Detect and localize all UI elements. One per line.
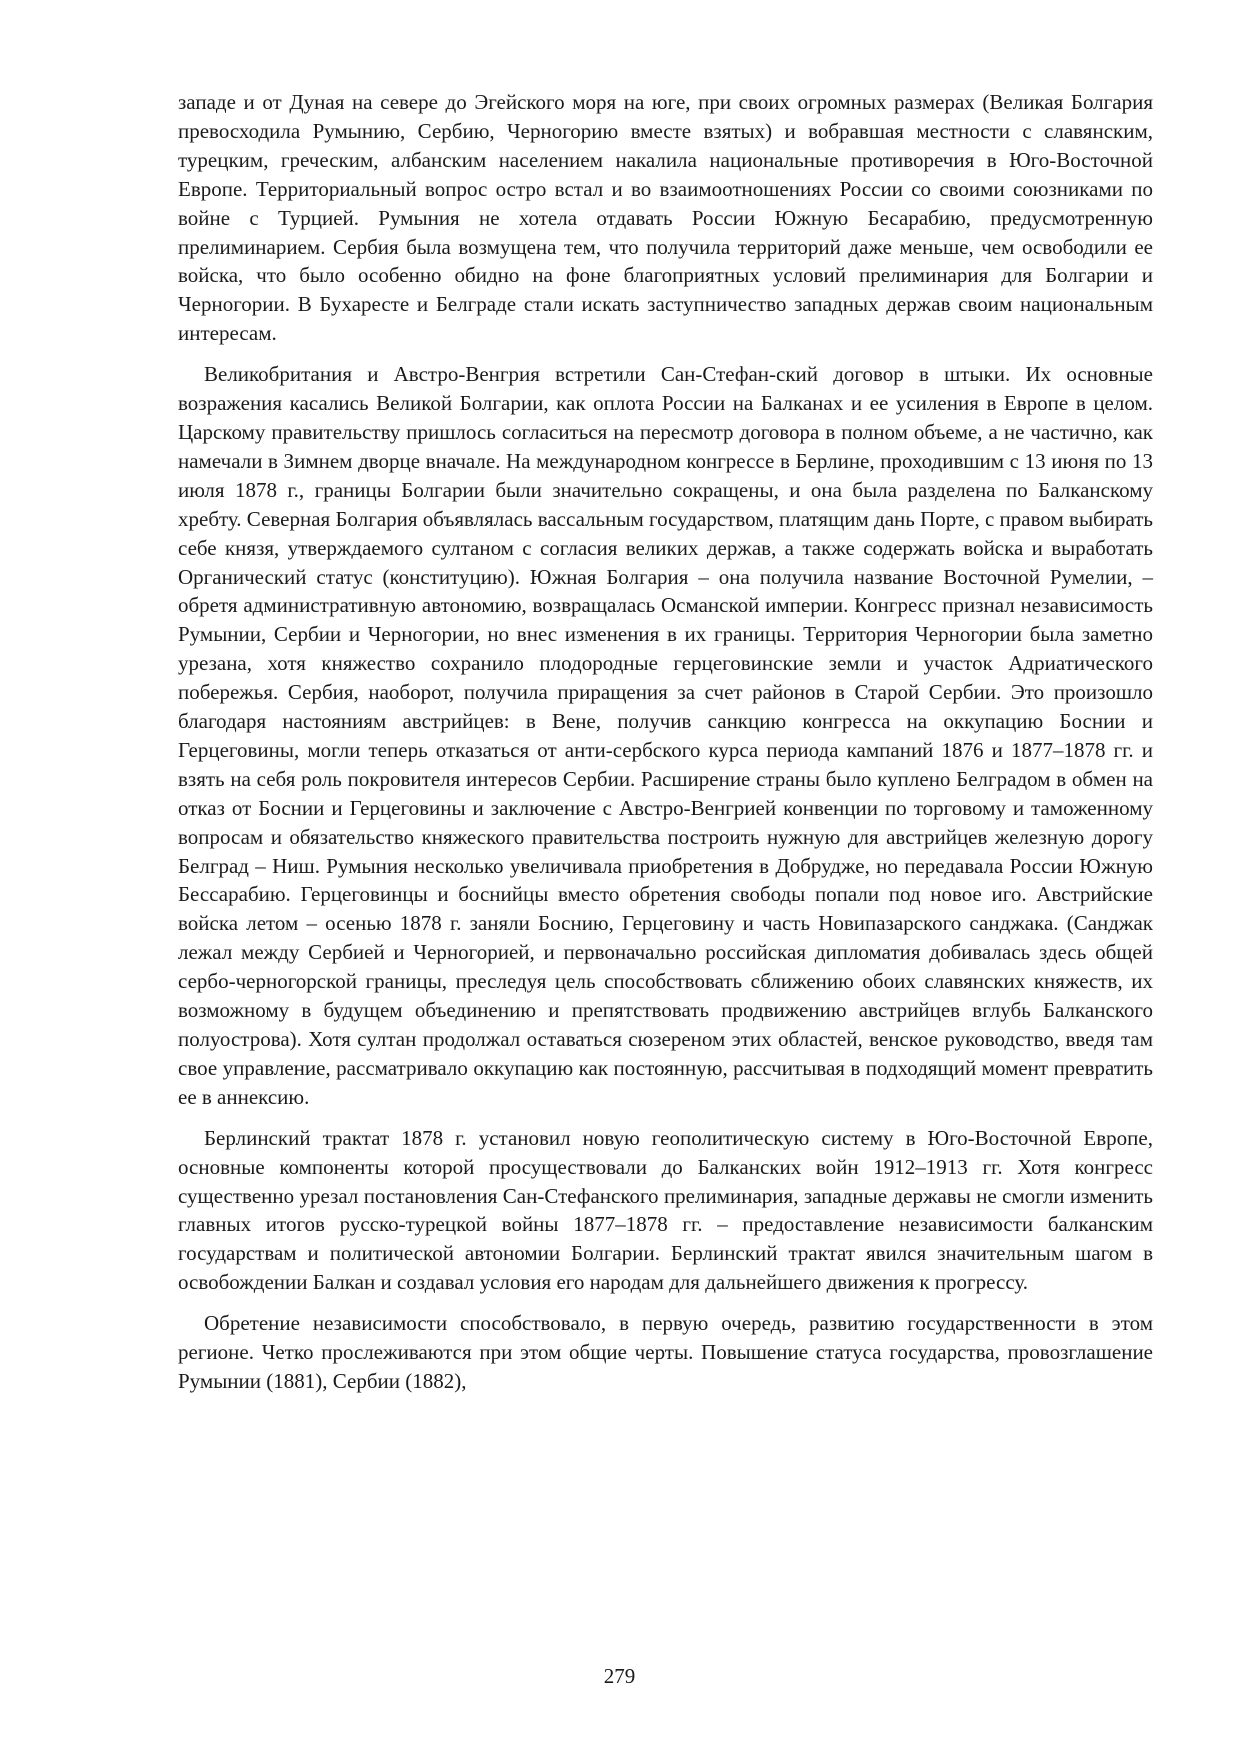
paragraph-3: Берлинский трактат 1878 г. установил новую геополитическую систему в Юго-Восточной Европе, основные компоненты которой просуществовали до Балканских войн 1912–1913 гг. Хотя конгресс существенно урезал постановления Сан-Стефанского прелиминария, западные державы не смогли изменить главных итогов русско-турецкой войны 1877–1878 гг. – предоставление независимости балканским государствам и политической автономии Болгарии. Берлинский трактат явился значительным шагом в освобождении Балкан и создавал условия его народам для дальнейшего движения к прогрессу. — [178, 1125, 1153, 1295]
paragraph-2: Великобритания и Австро-Венгрия встретили Сан-Стефан-ский договор в штыки. Их основные возражения касались Великой Болгарии, как оплота России на Балканах и ее усиления в Европе в целом. Царскому правительству пришлось согласиться на пересмотр договора в полном объеме, а не частично, как намечали в Зимнем дворце вначале. На международном конгрессе в Берлине, проходившим с 13 июня по 13 июля 1878 г., границы Болгарии были значительно сокращены, и она была разделена по Балканскому хребту. Северная Болгария объявлялась вассальным государством, платящим дань Порте, с правом выбирать себе князя, утверждаемого султаном с согласия великих держав, а также содержать войска и выработать Органический статус (конституцию). Южная Болгария – она получила название Восточной Румелии, – обретя административную автономию, возвращалась Османской империи. Конгресс признал независимость Румынии, Сербии и Черногории, но внес изменения в их границы. Территория Черногории была заметно урезана, хотя княжество сохранило плодородные герцеговинские земли и участок Адриатического побережья. Сербия, наоборот, получила приращения за счет районов в Старой Сербии. Это произошло благодаря настояниям австрийцев: в Вене, получив санкцию конгресса на оккупацию Боснии и Герцеговины, могли теперь отказаться от анти-сербского курса периода кампаний 1876 и 1877–1878 гг. и взять на себя роль покровителя интересов Сербии. Расширение страны было куплено Белградом в обмен на отказ от Боснии и Герцеговины и заключение с Австро-Венгрией конвенции по торговому и таможенному вопросам и обязательство княжеского правительства построить нужную для австрийцев железную дорогу Белград – Ниш. Румыния несколько увеличивала приобретения в Добрудже, но передавала России Южную Бессарабию. Герцеговинцы и боснийцы вместо обретения свободы попали под новое иго. Австрийские войска летом – осенью 1878 г. заняли Боснию, Герцеговину и часть Новипазарского санджака. (Санджак лежал между Сербией и Черногорией, и первоначально российская дипломатия добивалась здесь общей сербо-черногорской границы, преследуя цель способствовать сближению обоих славянских княжеств, их возможному в будущем объединению и препятствовать продвижению австрийцев вглубь Балканского полуострова). Хотя султан продолжал оставаться сюзереном этих областей, венское руководство, введя там свое управление, рассматривало оккупацию как постоянную, рассчитывая в подходящий момент превратить ее в аннексию. — [178, 362, 1154, 1109]
paragraph-4: Обретение независимости способствовало, в первую очередь, развитию государственности в этом регионе. Четко прослеживаются при этом общие черты. Повышение статуса государства, провозглашение Румынии (1881), Сербии (1882), — [178, 1311, 1153, 1393]
page-number: 279 — [603, 1664, 636, 1688]
document-page — [178, 88, 1153, 1408]
paragraph-1: западе и от Дуная на севере до Эгейского моря на юге, при своих огромных размерах (Великая Болгария превосходила Румынию, Сербию, Черногорию вместе взятых) и вобравшая местности с славянским, турецким, греческим, албанским населением накалила национальные противоречия в Юго-Восточной Европе. Территориальный вопрос остро встал и во взаимоотношениях России со своими союзниками по войне с Турцией. Румыния не хотела отдавать России Южную Бесарабию, предусмотренную прелиминарием. Сербия была возмущена тем, что получила территорий даже меньше, чем освободили ее войска, что было особенно обидно на фоне благоприятных условий прелиминария для Болгарии и Черногории. В Бухаресте и Белграде стали искать заступничество западных держав своим национальным интересам. — [178, 90, 1153, 346]
